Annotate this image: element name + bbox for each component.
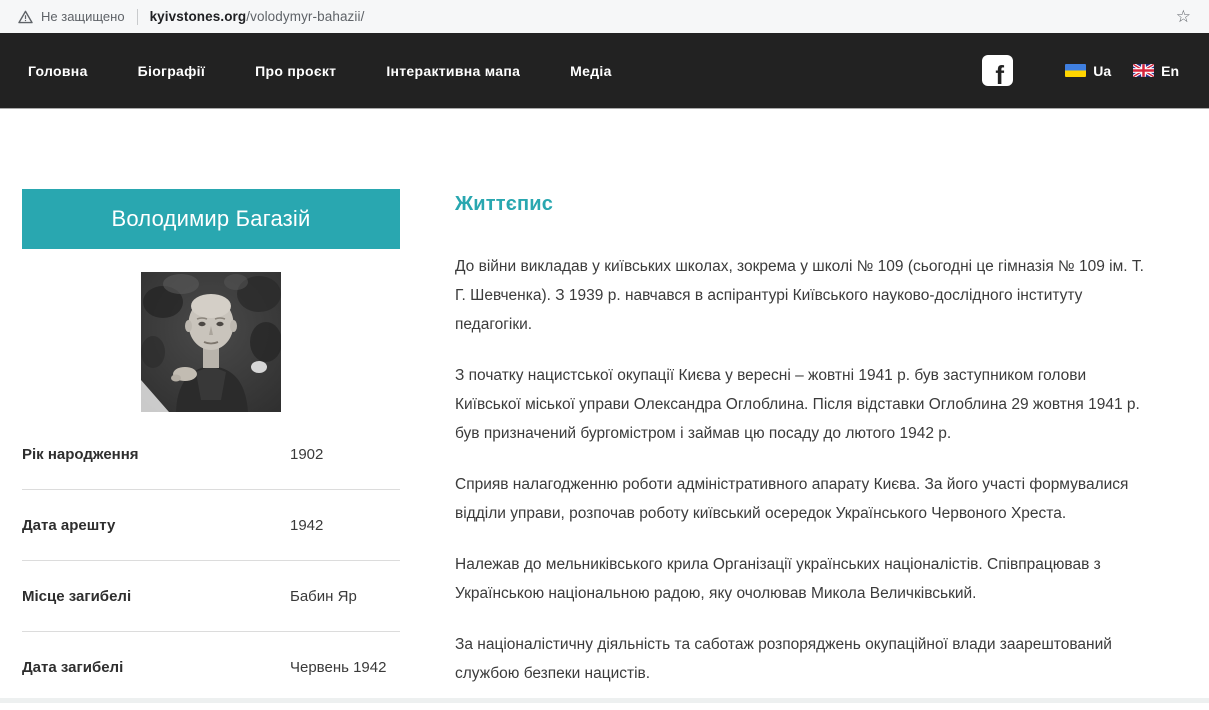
nav-item-home[interactable]: Головна: [28, 62, 88, 79]
browser-url-bar[interactable]: [0, 0, 1209, 33]
address-url[interactable]: [150, 9, 365, 24]
fact-row-birth-year: [22, 419, 400, 490]
fact-value: 1942: [290, 516, 324, 534]
nav-item-biographies[interactable]: Біографії: [137, 62, 206, 79]
biography-paragraph: Сприяв налагодженню роботи адміністративного апарату Києва. За його участі формувалися відділи управи, розпочав роботу київський осередок Українського Червоного Хреста.: [455, 476, 1129, 522]
language-en-label: En: [1161, 62, 1179, 79]
portrait-photo: [141, 272, 281, 412]
url-divider: [137, 9, 138, 25]
biography-heading: Життєпис: [455, 193, 554, 215]
url-path: /volodymyr-bahazii/: [246, 9, 365, 24]
facebook-icon[interactable]: [982, 55, 1013, 86]
profile-panel: [22, 189, 400, 710]
facebook-letter: f: [995, 59, 1005, 86]
bookmark-star-icon[interactable]: ☆: [1175, 7, 1191, 26]
person-name: Володимир Багазій: [111, 206, 311, 231]
language-ua[interactable]: [1065, 63, 1111, 79]
security-status-label: Не защищено: [41, 9, 125, 24]
language-en[interactable]: [1133, 63, 1179, 79]
nav-item-about-project[interactable]: Про проєкт: [255, 62, 337, 79]
biography-paragraph: З початку нацистської окупації Києва у вересні – жовтні 1941 р. був заступником голови Київської міської управи Олександра Оглоблина. Після відставки Оглоблина 29 жовтня 1941 р. був призначений бургомістром і займав цю посаду до лютого 1942 р.: [455, 367, 1140, 442]
fact-value: 1902: [290, 445, 324, 463]
main-content: [0, 109, 1209, 710]
nav-item-interactive-map[interactable]: Інтерактивна мапа: [386, 62, 521, 79]
biography-paragraph: Належав до мельниківського крила Організації українських націоналістів. Співпрацював з Українською національною радою, яку очолював Микола Величківський.: [455, 556, 1101, 602]
fact-value: Бабин Яр: [290, 587, 357, 605]
fact-row-arrest-date: [22, 490, 400, 561]
ukraine-flag-icon: [1065, 64, 1086, 77]
nav-right-group: [982, 55, 1179, 86]
site-navbar: [0, 33, 1209, 109]
fact-label: Рік народження: [22, 445, 139, 463]
biography-section: [455, 189, 1155, 710]
biography-paragraph: До війни викладав у київських школах, зокрема у школі № 109 (сьогодні це гімназія № 109 ім. Т. Г. Шевченка). З 1939 р. навчався в аспірантурі Київського науково-дослідного інституту педагогіки.: [455, 258, 1144, 333]
fact-label: Місце загибелі: [22, 587, 132, 605]
language-switcher: [1065, 63, 1179, 79]
nav-item-media[interactable]: Медіа: [570, 62, 612, 79]
fact-label: Дата загибелі: [22, 658, 124, 676]
nav-menu: [28, 63, 612, 79]
person-name-banner: [22, 189, 400, 249]
uk-flag-icon: [1133, 64, 1154, 77]
fact-row-death-date: [22, 632, 400, 702]
fact-row-death-place: [22, 561, 400, 632]
language-ua-label: Ua: [1093, 62, 1112, 79]
fact-label: Дата арешту: [22, 516, 116, 534]
url-domain: kyivstones.org: [149, 9, 247, 24]
biography-paragraph: За націоналістичну діяльність та саботаж розпоряджень окупаційної влади заарештований службою безпеки нацистів.: [455, 636, 1112, 682]
next-section-edge: [0, 698, 1209, 703]
facts-table: [22, 419, 400, 702]
security-warning-icon[interactable]: [18, 10, 33, 24]
fact-value: Червень 1942: [290, 658, 387, 676]
